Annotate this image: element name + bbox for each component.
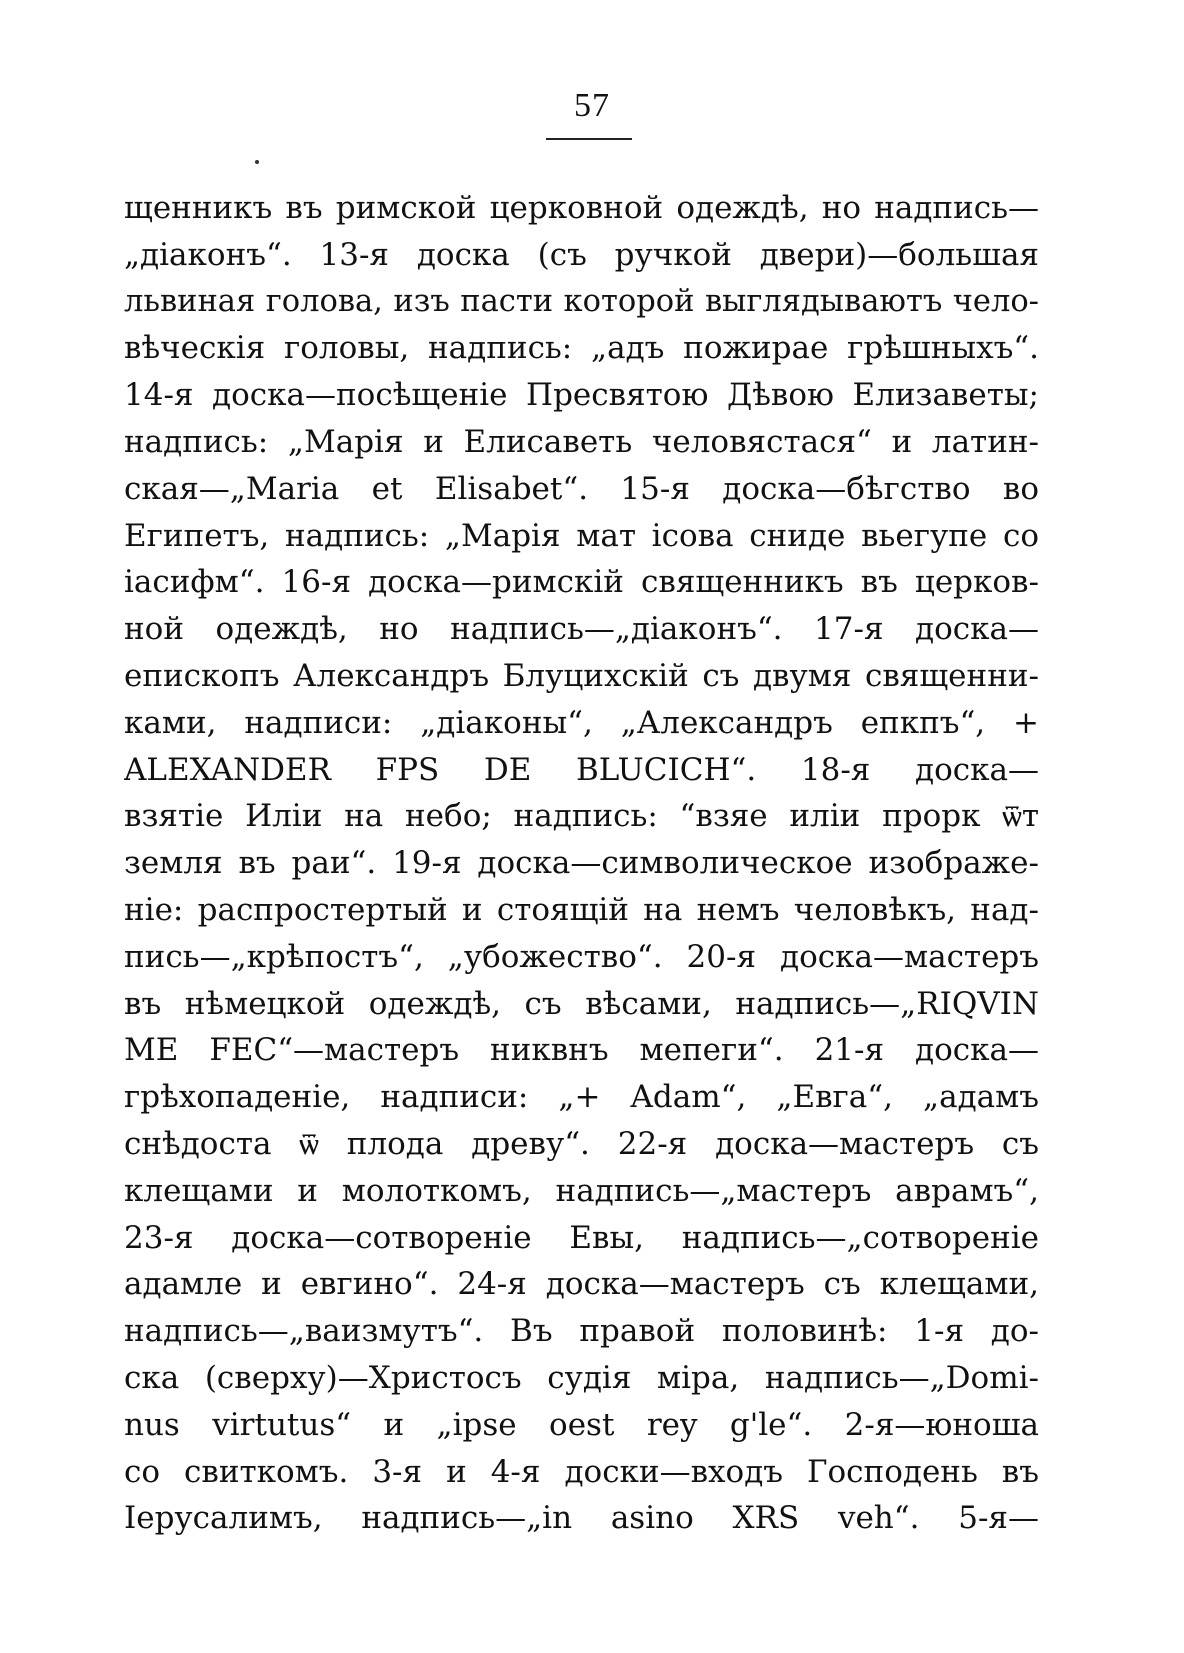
text-line-26: ска (сверху)—Христосъ судія міра, надпись—„Domi- xyxy=(124,1359,1039,1396)
text-line-21: снѣдоста ѿ плода древу“. 22-я доска—мастеръ съ xyxy=(124,1125,1039,1162)
text-line-7: ская—„Maria et Elisabet“. 15-я доска—бѣгство во xyxy=(124,470,1039,507)
text-line-14: взятіе Иліи на небо; надпись: “взяе иліи прорк ѿт xyxy=(124,798,1039,835)
text-line-10: ной одеждѣ, но надпись—„діаконъ“. 17-я доска— xyxy=(124,611,1039,648)
page-number: 57 xyxy=(574,87,610,124)
text-line-28: со свиткомъ. 3-я и 4-я доски—входъ Господень въ xyxy=(124,1453,1039,1490)
text-line-23: 23-я доска—сотвореніе Евы, надпись—„сотвореніе xyxy=(124,1219,1039,1256)
text-line-9: іасифм“. 16-я доска—римскій священникъ въ церков- xyxy=(124,564,1039,601)
page-number-rule xyxy=(546,138,632,140)
text-line-8: Египетъ, надпись: „Марія мат ісова сниде вьегупе со xyxy=(124,517,1039,554)
text-line-4: вѣческія головы, надпись: „адъ пожирае грѣшныхъ“. xyxy=(124,330,1039,367)
text-line-19: ME FEC“—мастеръ никвнъ мепеги“. 21-я доска— xyxy=(124,1032,1039,1069)
text-line-20: грѣхопаденіе, надписи: „+ Adam“, „Евга“, „адамъ xyxy=(124,1079,1039,1116)
text-line-13: ALEXANDER FPS DE BLUCICH“. 18-я доска— xyxy=(124,751,1039,788)
text-line-22: клещами и молоткомъ, надпись—„мастеръ аврамъ“, xyxy=(124,1172,1039,1209)
text-line-6: надпись: „Марія и Елисаветь человястася“ и латин- xyxy=(124,423,1039,460)
text-line-5: 14-я доска—посѣщеніе Пресвятою Дѣвою Елизаветы; xyxy=(124,377,1039,414)
text-line-18: въ нѣмецкой одеждѣ, съ вѣсами, надпись—„RIQVIN xyxy=(124,985,1039,1022)
text-line-24: адамле и евгино“. 24-я доска—мастеръ съ клещами, xyxy=(124,1266,1039,1303)
body-text xyxy=(124,185,1039,1542)
text-line-11: епископъ Александръ Блуцихскій съ двумя священни- xyxy=(124,657,1039,694)
text-line-1: щенникъ въ римской церковной одеждѣ, но надпись— xyxy=(124,190,1039,226)
text-line-12: ками, надписи: „діаконы“, „Александръ епкпъ“, + xyxy=(124,704,1039,741)
text-line-29: Іерусалимъ, надпись—„in asino XRS veh“. 5-я— xyxy=(124,1500,1039,1537)
text-line-3: львиная голова, изъ пасти которой выглядываютъ чело- xyxy=(124,283,1039,319)
text-line-16: ніе: распростертый и стоящій на немъ человѣкъ, над- xyxy=(124,891,1039,928)
text-line-2: „діаконъ“. 13-я доска (съ ручкой двери)—большая xyxy=(124,236,1039,273)
text-line-15: земля въ раи“. 19-я доска—символическое изображе- xyxy=(124,845,1039,882)
print-speck xyxy=(255,160,259,164)
text-line-17: пись—„крѣпостъ“, „убожество“. 20-я доска—мастеръ xyxy=(124,938,1039,975)
text-line-25: надпись—„ваизмутъ“. Въ правой половинѣ: 1-я до- xyxy=(124,1313,1039,1350)
text-line-27: nus virtutus“ и „ipse oest rey g'le“. 2-я—юноша xyxy=(124,1406,1039,1443)
